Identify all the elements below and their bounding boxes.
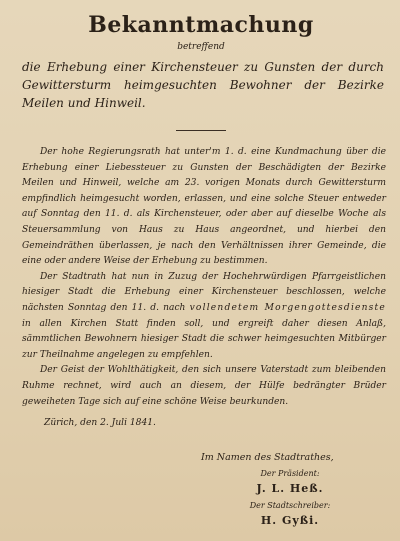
paragraph-2-emphasis: vollendetem Morgengottesdienste: [189, 302, 386, 313]
clerk-label: Der Stadtschreiber:: [249, 501, 331, 510]
document-body: [22, 145, 386, 410]
paragraph-2-part-a: Der Stadtrath hat nun in Zuzug der Hochehrwürdigen Pfarrgeistlichen hiesiger Stadt die Erhebung einer Kirchensteuer beschlossen, welche nächsten Sonntag den 11. d. nach: [22, 271, 386, 313]
paragraph-1: Der hohe Regierungsrath hat unter'm 1. d. eine Kundmachung über die Erhebung einer Liebessteuer zu Gunsten der Beschädigten der Bezirke Meilen und Hinweil, welche am 23. vorigen Monats durch Gewittersturm empfindlich heimgesucht worden, erlassen, und eine solche Steuer entweder auf Sonntag den 11. d. als Kirchensteuer, oder aber auf dieselbe Woche als Steuersammlung von Haus zu Haus angeordnet, und hierbei den Gemeindräthen überlassen, je nach den Verhältnissen ihrer Gemeinde, die eine oder andere Weise der Erhebung zu bestimmen.: [22, 147, 386, 267]
paragraph-3: Der Geist der Wohlthätigkeit, den sich unsere Vaterstadt zum bleibenden Ruhme rechnet, wird auch an diesem, der Hülfe bedrängter Brüder geweiheten Tage sich auf eine schöne Weise beurkunden.: [22, 365, 386, 407]
signature-block: [195, 452, 385, 527]
paragraph-2-part-b: in allen Kirchen Statt finden soll, und ergreift daher diesen Anlaß, sämmtlichen Bewohnern hiesiger Stadt die schwer heimgesuchten Mitbürger zur Theilnahme angelegen zu empfehlen.: [22, 318, 386, 360]
paragraph-2: [22, 270, 386, 364]
signature-authority: Im Namen des Stadtrathes,: [201, 452, 334, 463]
clerk-name: H. Gyßi.: [260, 514, 320, 527]
document-title: Bekanntmachung: [88, 12, 314, 38]
document-subtitle: betreffend: [177, 42, 225, 52]
document-date: Zürich, den 2. Juli 1841.: [44, 418, 156, 429]
president-name: J. L. Heß.: [256, 482, 324, 495]
document-heading: die Erhebung einer Kirchensteuer zu Gunsten der durch Gewittersturm heimgesuchten Bewohner der Bezirke Meilen und Hinweil.: [22, 60, 384, 110]
divider: [176, 130, 226, 131]
president-label: Der Präsident:: [260, 469, 320, 478]
